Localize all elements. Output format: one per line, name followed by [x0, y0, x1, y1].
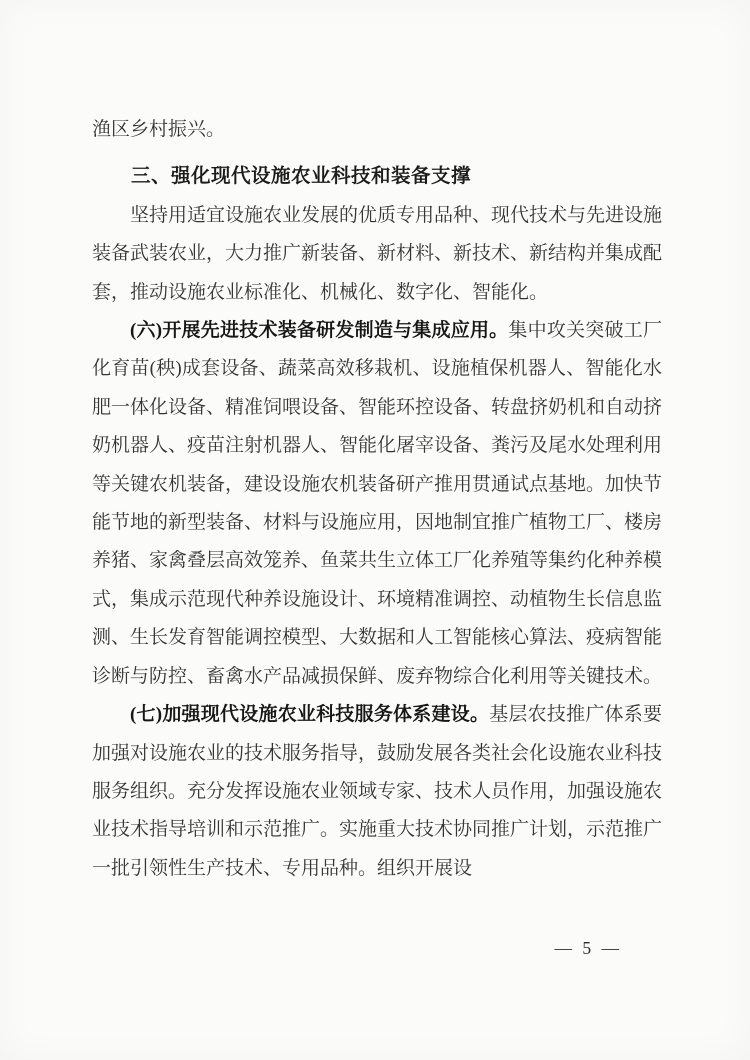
paragraph-continuation: 渔区乡村振兴。: [92, 119, 226, 140]
item-7-lead: (七)加强现代设施农业科技服务体系建设。: [130, 704, 490, 726]
paragraph-item-6: [92, 312, 662, 696]
item-6-lead: (六)开展先进技术装备研发制造与集成应用。: [130, 320, 509, 342]
section-heading: 三、强化现代设施农业科技和装备支撑: [131, 165, 472, 188]
page-number: — 5 —: [554, 938, 622, 958]
document-body: [92, 111, 662, 888]
item-7-body: 基层农技推广体系要加强对设施农业的技术服务指导，鼓励发展各类社会化设施农业科技服务组织。充分发挥设施农业领域专家、技术人员作用，加强设施农业技术指导培训和示范推广。实施重大技术协同推广计划，示范推广一批引领性生产技术、专用品种。组织开展设: [92, 704, 663, 879]
paragraph-intro: 坚持用适宜设施农业发展的优质专用品种、现代技术与先进设施装备武装农业，大力推广新装备、新材料、新技术、新结构并集成配套，推动设施农业标准化、机械化、数字化、智能化。: [92, 204, 663, 303]
paragraph-item-7: [92, 696, 662, 888]
item-6-body: 集中攻关突破工厂化育苗(秧)成套设备、蔬菜高效移栽机、设施植保机器人、智能化水肥一体化设备、精准饲喂设备、智能环控设备、转盘挤奶机和自动挤奶机器人、疫苗注射机器人、智能化屠宰设备、粪污及尾水处理利用等关键农机装备，建设设施农机装备研产推用贯通试点基地。加快节能节地的新型装备、材料与设施应用，因地制宜推广植物工厂、楼房养猪、家禽叠层高效笼养、鱼菜共生立体工厂化养殖等集约化种养模式，集成示范现代种养设施设计、环境精准调控、动植物生长信息监测、生长发育智能调控模型、大数据和人工智能核心算法、疫病智能诊断与防控、畜禽水产品减损保鲜、废弃物综合化利用等关键技术。: [92, 320, 663, 687]
